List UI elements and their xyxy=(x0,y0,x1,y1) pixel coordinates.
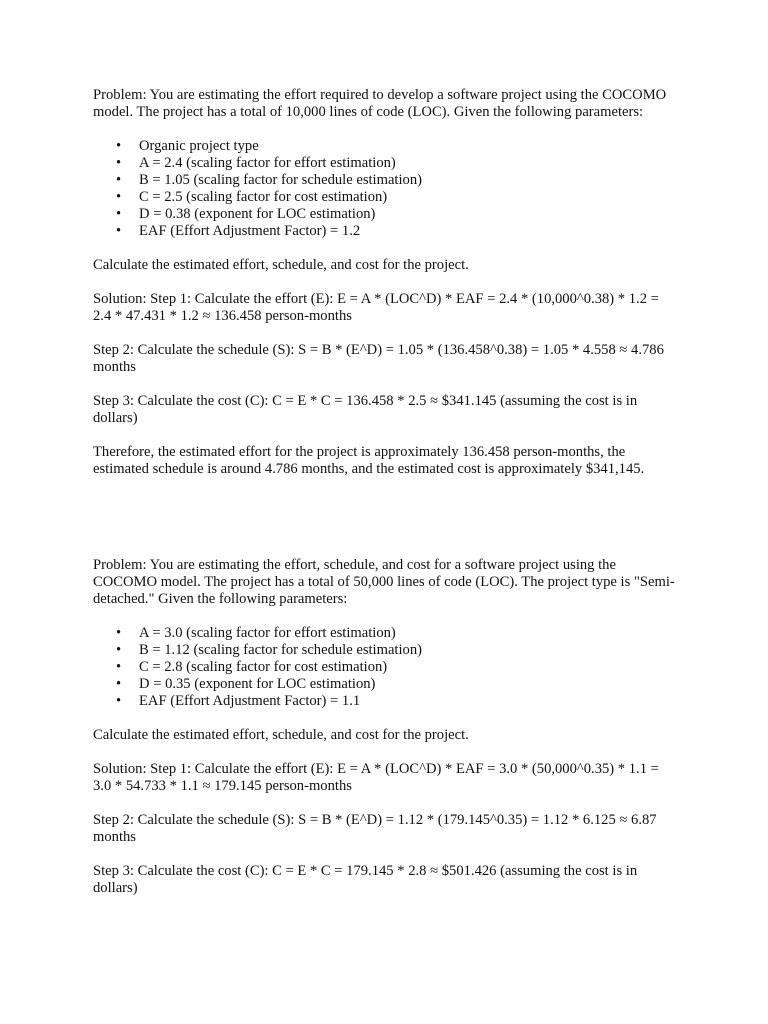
bullet-icon: • xyxy=(116,659,122,675)
parameter-item: • B = 1.12 (scaling factor for schedule estimation) xyxy=(116,642,422,658)
bullet-icon: • xyxy=(116,189,122,205)
solution-step-2: Step 2: Calculate the schedule (S): S = B * (E^D) = 1.05 * (136.458^0.38) = 1.05 * 4.558 ≈ 4.786 months xyxy=(93,342,664,375)
parameter-item: • EAF (Effort Adjustment Factor) = 1.1 xyxy=(116,693,361,709)
solution-step-3: Step 3: Calculate the cost (C): C = E * C = 136.458 * 2.5 ≈ $341.145 (assuming the cost is in dollars) xyxy=(93,393,638,426)
solution-step-3: Step 3: Calculate the cost (C): C = E * C = 179.145 * 2.8 ≈ $501.426 (assuming the cost is in dollars) xyxy=(93,863,638,896)
parameter-list xyxy=(93,625,678,710)
bullet-icon: • xyxy=(116,693,122,709)
bullet-icon: • xyxy=(116,138,122,154)
parameter-item: • C = 2.5 (scaling factor for cost estimation) xyxy=(116,189,388,205)
bullet-icon: • xyxy=(116,642,122,658)
problem-statement: Problem: You are estimating the effort required to develop a software project using the COCOMO model. The project has a total of 10,000 lines of code (LOC). Given the following parameters: xyxy=(93,87,667,120)
parameter-list xyxy=(93,138,678,240)
parameter-item: • Organic project type xyxy=(116,138,259,154)
parameter-item: • D = 0.38 (exponent for LOC estimation) xyxy=(116,206,376,222)
problem-statement: Problem: You are estimating the effort, schedule, and cost for a software project using the COCOMO model. The project has a total of 50,000 lines of code (LOC). The project type is "Semi-detached." Given the following parameters: xyxy=(93,557,675,607)
document-page xyxy=(93,87,678,914)
solution-step-2: Step 2: Calculate the schedule (S): S = B * (E^D) = 1.12 * (179.145^0.35) = 1.12 * 6.125 ≈ 6.87 months xyxy=(93,812,657,845)
solution-step-1: Solution: Step 1: Calculate the effort (E): E = A * (LOC^D) * EAF = 3.0 * (50,000^0.35) * 1.1 = 3.0 * 54.733 * 1.1 ≈ 179.145 person-months xyxy=(93,761,659,794)
parameter-item: • D = 0.35 (exponent for LOC estimation) xyxy=(116,676,376,692)
task-statement: Calculate the estimated effort, schedule, and cost for the project. xyxy=(93,727,469,743)
bullet-icon: • xyxy=(116,625,122,641)
parameter-item: • EAF (Effort Adjustment Factor) = 1.2 xyxy=(116,223,361,239)
bullet-icon: • xyxy=(116,172,122,188)
bullet-icon: • xyxy=(116,223,122,239)
conclusion: Therefore, the estimated effort for the project is approximately 136.458 person-months, the estimated schedule is around 4.786 months, and the estimated cost is approximately $341,145. xyxy=(93,444,645,477)
section-spacer xyxy=(93,495,678,557)
parameter-item: • A = 3.0 (scaling factor for effort estimation) xyxy=(116,625,396,641)
problem-2-section xyxy=(93,557,678,897)
bullet-icon: • xyxy=(116,206,122,222)
bullet-icon: • xyxy=(116,155,122,171)
solution-step-1: Solution: Step 1: Calculate the effort (E): E = A * (LOC^D) * EAF = 2.4 * (10,000^0.38) * 1.2 = 2.4 * 47.431 * 1.2 ≈ 136.458 person-months xyxy=(93,291,659,324)
parameter-item: • C = 2.8 (scaling factor for cost estimation) xyxy=(116,659,388,675)
task-statement: Calculate the estimated effort, schedule, and cost for the project. xyxy=(93,257,469,273)
bullet-icon: • xyxy=(116,676,122,692)
parameter-item: • A = 2.4 (scaling factor for effort estimation) xyxy=(116,155,396,171)
problem-1-section xyxy=(93,87,678,478)
parameter-item: • B = 1.05 (scaling factor for schedule estimation) xyxy=(116,172,422,188)
